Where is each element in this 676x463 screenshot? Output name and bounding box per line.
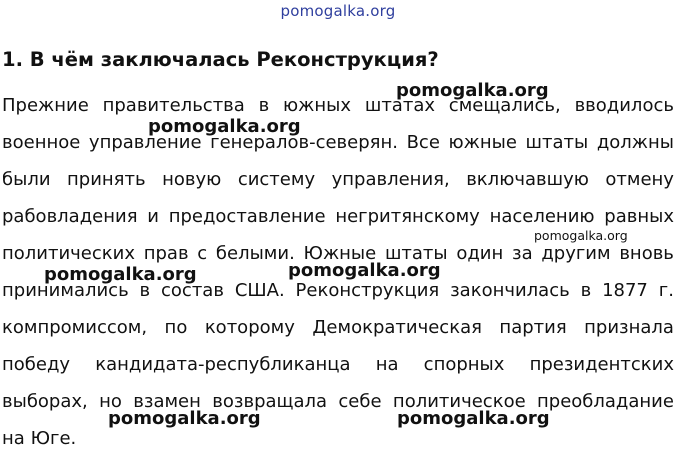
answer-word: новую — [162, 169, 222, 190]
answer-word: управление — [88, 132, 202, 153]
answer-word: Прежние — [2, 95, 89, 116]
answer-word: выборах, — [2, 391, 88, 412]
answer-line — [2, 351, 674, 379]
answer-word: штаты — [384, 243, 448, 264]
answer-word: были — [2, 169, 51, 190]
answer-word: взамен — [133, 391, 201, 412]
answer-line — [2, 314, 674, 342]
answer-word: генералов-северян. — [210, 132, 398, 153]
answer-word: прав — [143, 243, 189, 264]
answer-word: Реконструкция — [295, 280, 440, 301]
answer-word: Демократическая — [312, 317, 482, 338]
answer-word: южных — [283, 95, 352, 116]
answer-word: правительства — [102, 95, 245, 116]
answer-word: белыми. — [215, 243, 295, 264]
answer-word: штаты — [525, 132, 589, 153]
watermark-text: pomogalka.org — [396, 80, 549, 101]
watermark-text: pomogalka.org — [534, 228, 628, 243]
answer-word: по — [164, 317, 188, 338]
answer-word: предоставление — [168, 206, 326, 227]
answer-word: партия — [499, 317, 567, 338]
answer-word: штатах — [364, 95, 435, 116]
answer-word: в — [580, 280, 592, 301]
answer-word: один — [456, 243, 504, 264]
answer-word: должны — [596, 132, 674, 153]
answer-word: на — [2, 428, 25, 449]
answer-word: принимались — [2, 280, 129, 301]
answer-word: но — [99, 391, 122, 412]
answer-word: систему — [237, 169, 316, 190]
answer-word: южные — [448, 132, 517, 153]
answer-word: вводилось — [574, 95, 674, 116]
answer-word: закончилась — [450, 280, 570, 301]
answer-word: победу — [2, 354, 71, 375]
answer-word: и — [147, 206, 159, 227]
watermark-text: pomogalka.org — [148, 116, 301, 137]
watermark-text: pomogalka.org — [397, 408, 550, 429]
answer-word: отмену — [605, 169, 674, 190]
answer-word: негритянскому — [335, 206, 480, 227]
answer-word: рабовладения — [2, 206, 138, 227]
watermark-text: pomogalka.org — [44, 264, 197, 285]
answer-word: принять — [67, 169, 146, 190]
answer-word: состав — [161, 280, 224, 301]
answer-word: США. — [234, 280, 285, 301]
answer-word: спорных — [423, 354, 505, 375]
answer-word: Все — [406, 132, 440, 153]
answer-word: Южные — [303, 243, 377, 264]
answer-word: вновь — [619, 243, 674, 264]
answer-word: смещались, — [448, 95, 561, 116]
answer-word: политическое — [392, 391, 526, 412]
answer-word: военное — [2, 132, 81, 153]
answer-word: себе — [338, 391, 382, 412]
answer-line — [2, 388, 674, 416]
answer-line — [2, 92, 674, 120]
answer-word: признала — [584, 317, 674, 338]
answer-word: 1877 — [602, 280, 648, 301]
answer-word: в — [139, 280, 151, 301]
answer-word: г. — [658, 280, 674, 301]
answer-word: другим — [541, 243, 611, 264]
answer-word: с — [197, 243, 208, 264]
answer-word: управления, — [331, 169, 450, 190]
answer-word: возвращала — [212, 391, 328, 412]
answer-word: включавшую — [466, 169, 589, 190]
answer-line — [2, 203, 674, 231]
answer-word: на — [375, 354, 399, 375]
site-header-watermark: pomogalka.org — [280, 2, 396, 20]
watermark-text: pomogalka.org — [108, 408, 261, 429]
answer-word: политических — [2, 243, 135, 264]
watermark-text: pomogalka.org — [288, 260, 441, 281]
answer-line — [2, 129, 674, 157]
answer-word: преобладание — [537, 391, 674, 412]
answer-word: населению — [489, 206, 595, 227]
answer-word: равных — [604, 206, 674, 227]
answer-word: которому — [204, 317, 295, 338]
answer-line — [2, 425, 674, 453]
answer-word: кандидата-республиканца — [95, 354, 351, 375]
question-heading: 1. В чём заключалась Реконструкция? — [2, 48, 439, 71]
answer-word: в — [258, 95, 270, 116]
answer-line — [2, 166, 674, 194]
answer-word: Юге. — [30, 428, 77, 449]
answer-word: компромиссом, — [2, 317, 148, 338]
answer-word: президентских — [529, 354, 674, 375]
answer-word: за — [512, 243, 533, 264]
